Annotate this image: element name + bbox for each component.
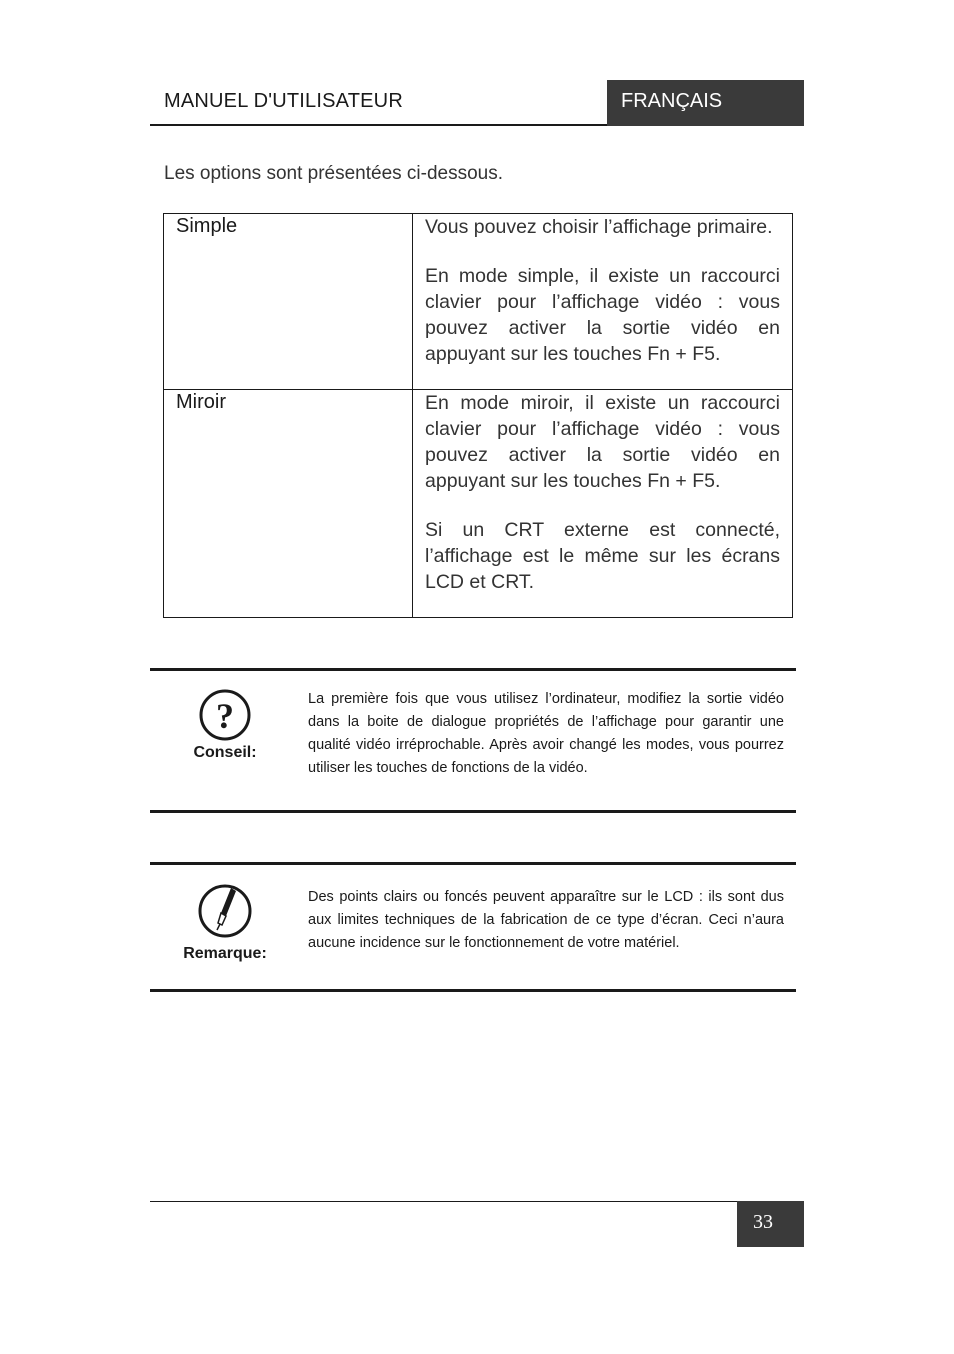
note-top-rule — [150, 862, 796, 865]
tip-top-rule — [150, 668, 796, 671]
page-number: 33 — [737, 1201, 804, 1247]
language-tab: FRANÇAIS — [607, 80, 804, 126]
option-description — [413, 214, 793, 390]
tip-label: Conseil: — [193, 744, 257, 761]
description-paragraph: En mode simple, il existe un raccourci clavier pour l’affichage vidéo : vous pouvez activer la sortie vidéo en appuyant sur les touches Fn + F5. — [425, 265, 780, 365]
description-paragraph: Vous pouvez choisir l’affichage primaire. — [425, 216, 773, 238]
note-text: Des points clairs ou foncés peuvent apparaître sur le LCD : ils sont dus aux limites techniques de la fabrication de ce type d’écran. Ceci n’aura aucune incidence sur le fonctionnement de votre matériel. — [308, 889, 784, 951]
table-row — [164, 214, 793, 390]
description-paragraph: Si un CRT externe est connecté, l’affichage est le même sur les écrans LCD et CRT. — [425, 519, 780, 593]
header-title: MANUEL D'UTILISATEUR — [164, 90, 403, 112]
note-label: Remarque: — [183, 945, 267, 962]
tip-text: La première fois que vous utilisez l’ordinateur, modifiez la sortie vidéo dans la boite de dialogue propriétés de l’affichage pour garantir une qualité vidéo irréprochable. Après avoir changé les modes, vous pourrez utiliser les touches de fonctions de la vidéo. — [308, 691, 784, 776]
header-rule — [150, 124, 608, 126]
intro-text: Les options sont présentées ci-dessous. — [164, 163, 504, 184]
option-term: Miroir — [164, 390, 413, 618]
description-paragraph: En mode miroir, il existe un raccourci clavier pour l’affichage vidéo : vous pouvez activer la sortie vidéo en appuyant sur les touches Fn + F5. — [425, 392, 780, 492]
tip-bottom-rule — [150, 810, 796, 813]
footer-rule — [150, 1201, 738, 1202]
option-description — [413, 390, 793, 618]
option-term: Simple — [164, 214, 413, 390]
svg-text:?: ? — [216, 696, 234, 736]
question-mark-icon — [198, 688, 252, 747]
options-table — [163, 213, 793, 618]
table-row — [164, 390, 793, 618]
note-bottom-rule — [150, 989, 796, 992]
pen-nib-icon — [196, 882, 254, 945]
